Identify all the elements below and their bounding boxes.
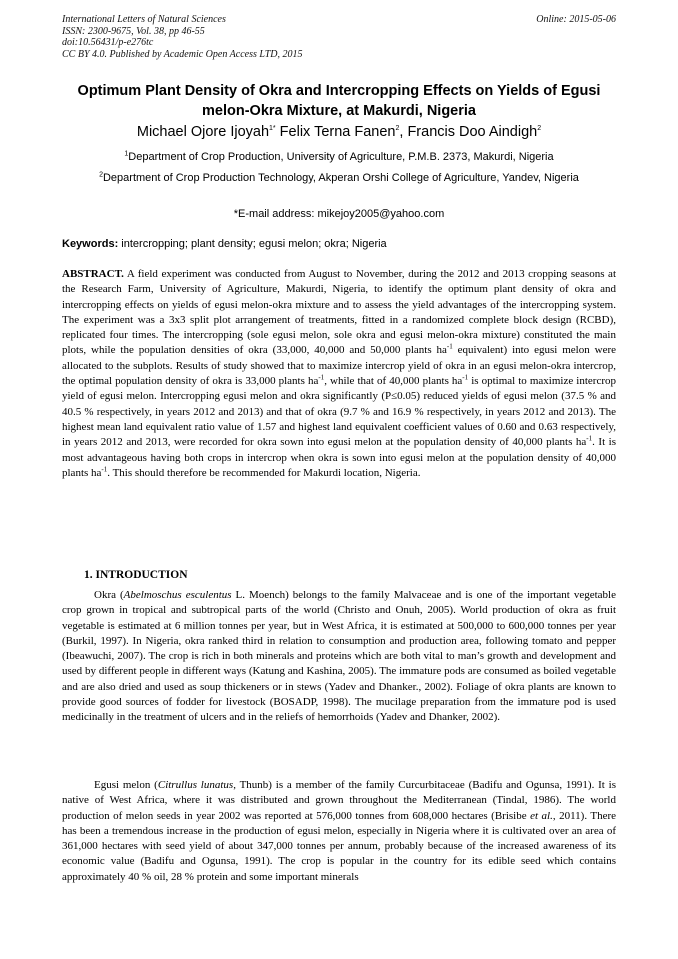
affiliation-marker: 2 [99, 171, 103, 179]
journal-doi: doi:10.56431/p-e276tc [62, 37, 154, 48]
journal-name: International Letters of Natural Sciences [62, 14, 226, 25]
author-name: Michael Ojore Ijoyah [136, 124, 270, 140]
paragraph-text: , Thunb) is a member of the family Curcurbitaceae (Badifu and Ogunsa, 1991). It is native of West Africa, where it was distributed and grown throughout the Mediterranean (Tindal, 1986). The world production of melon seeds in year 2002 was reported at 576,000 tonnes from 608,000 hectares (Brisibe [62, 779, 617, 822]
species-name: Abelmoschus esculentus [123, 589, 232, 601]
superscript: -1 [101, 465, 108, 474]
abstract-label: ABSTRACT. [62, 268, 124, 280]
superscript: -1 [462, 373, 469, 382]
affiliation-2 [80, 170, 598, 186]
paragraph-text: , 2011). There has been a tremendous increase in the production of egusi melon, especially in Nigeria where it is cultivated over an area of 361,000 hectares with seed yield of about 347,000 tonnes per annum, probably because of the increased awareness of its economic value (Badifu and Ogunsa, 1991). The crop is popular in the country for its edible seed which contains approximately 40 % oil, 28 % protein and some important minerals [62, 809, 617, 883]
author-list [62, 122, 616, 142]
superscript: -1 [446, 342, 453, 351]
superscript: -1 [318, 373, 325, 382]
paper-title: Optimum Plant Density of Okra and Intercropping Effects on Yields of Egusi melon-Okra Mixture, at Makurdi, Nigeria [77, 83, 601, 119]
keywords [62, 236, 616, 252]
paragraph-text: L. Moench) belongs to the family Malvaceae and is one of the important vegetable crop grown in tropical and subtropical parts of the world (Christo and Onuh, 2005). World production of okra as fruit vegetable is estimated at 6 million tonnes per year, but in West Africa, it is estimated at 500,000 to 600,000 tonnes per year (Burkil, 1997). In Nigeria, okra ranked third in relation to consumption and production area, following tomato and pepper (Ibeawuchi, 2007). The crop is rich in both minerals and proteins which are both vital to man’s growth and development and used by different people in different ways (Katung and Kashina, 2005). The immature pods are consumed as boiled vegetable and are also dried and used as soup thickeners or in stews (Yadev and Dhanker., 2002). Foliage of okra plants are known to provide good sources of fodder for livestock (BOSADP, 1998). The mucilage preparation from the immature pod is used medicinally in the treatment of ulcers and in the reliefs of hemorrhoids (Yadev and Dhanker, 2002). [62, 589, 616, 724]
citation-etal: et al. [530, 809, 553, 822]
abstract-text: equivalent) into egusi melon were allocated to the subplots. Results of study showed that to maximize intercrop yield of okra in an egusi melon-okra intercrop, the optimal population density of okra is 33,000 plants ha [62, 344, 616, 388]
intro-paragraph-2 [62, 778, 616, 885]
section-heading-introduction: 1. INTRODUCTION [84, 569, 188, 581]
keywords-text: intercropping; plant density; egusi melon; okra; Nigeria [118, 238, 387, 250]
journal-license: CC BY 4.0. Published by Academic Open Access LTD, 2015 [62, 48, 303, 60]
keywords-label: Keywords: [62, 238, 119, 250]
species-name: Citrullus lunatus [157, 779, 234, 791]
journal-header [62, 14, 482, 60]
abstract-text: A field experiment was conducted from August to November, during the 2012 and 2013 cropping seasons at the Research Farm, University of Agriculture, Makurdi, Nigeria, to identify the optimum plant density of okra and intercropping effects on yields of egusi melon-okra mixture and to assess the yield advantages of the intercropping system. The experiment was a 3x3 split plot arrangement of treatments, fitted in a randomized complete block design (RCBD), replicated four times. The intercropping (sole egusi melon, sole okra and egusi melon-okra mixture) constituted the main plots, while the population densities of okra (33,000, 40,000 and 50,000 plants ha [62, 268, 616, 357]
abstract-text: is optimal to maximize intercrop yield of egusi melon. Intercropping egusi melon and okra significantly (P≤0.05) reduced yields of egusi melon (37.5 % and 40.5 % respectively, in years 2012 and 2013) and that of okra (9.7 % and 16.9 % respectively, in years 2012 and 2013). The highest mean land equivalent ratio value of 1.57 and highest land equivalent coefficient values of 0.60 and 0.63 respectively, in years 2012 and 2013, were recorded for okra sown into egusi melon at the population density of 40,000 plants ha [62, 375, 617, 449]
author-marker: 1* [269, 125, 276, 133]
abstract-text: , while that of 40,000 plants ha [324, 375, 463, 388]
author-name: , Francis Doo Aindigh [399, 124, 538, 140]
affiliation-text: Department of Crop Production, University of Agriculture, P.M.B. 2373, Makurdi, Nigeria [128, 151, 554, 163]
affiliation-text: Department of Crop Production Technology, Akperan Orshi College of Agriculture, Yandev, Nigeria [102, 172, 579, 184]
author-name: Felix Terna Fanen [275, 124, 396, 140]
superscript: -1 [586, 434, 593, 443]
paragraph-text: Egusi melon ( [94, 779, 158, 791]
intro-paragraph-1 [62, 588, 616, 726]
affiliation-1 [80, 149, 598, 165]
abstract-text: . It is most advantageous having both crops in intercrop when okra is sown into egusi melon at the population density of 40,000 plants ha [62, 436, 616, 479]
abstract-text: . This should therefore be recommended for Makurdi location, Nigeria. [107, 466, 421, 479]
abstract [62, 267, 616, 481]
corresponding-email: *E-mail address: mikejoy2005@yahoo.com [233, 208, 445, 220]
paragraph-text: Okra ( [94, 589, 124, 601]
author-marker: 2 [537, 125, 542, 133]
journal-issn: ISSN: 2300-9675, Vol. 38, pp 46-55 [62, 25, 205, 37]
author-marker: 2 [395, 125, 400, 133]
affiliation-marker: 1 [124, 150, 129, 158]
online-date: Online: 2015-05-06 [536, 14, 616, 25]
